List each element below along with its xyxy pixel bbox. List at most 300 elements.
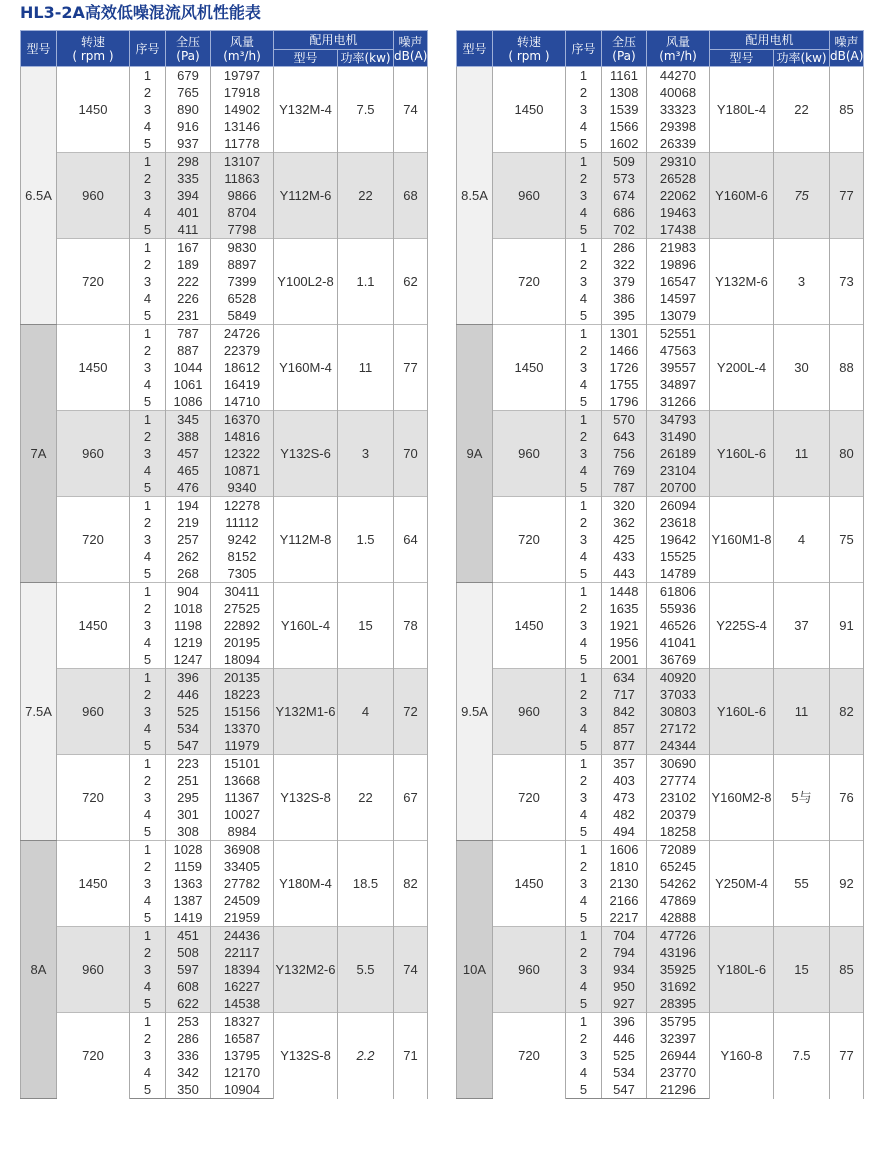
pressure-cell: 857 bbox=[602, 720, 647, 737]
flow-cell: 31266 bbox=[647, 393, 710, 411]
flow-cell: 16370 bbox=[211, 411, 274, 429]
pressure-cell: 787 bbox=[602, 479, 647, 497]
table-row bbox=[457, 411, 864, 429]
flow-cell: 28395 bbox=[647, 995, 710, 1013]
pressure-cell: 223 bbox=[166, 755, 211, 773]
pressure-cell: 268 bbox=[166, 565, 211, 583]
seq-cell: 1 bbox=[566, 67, 602, 85]
flow-cell: 23104 bbox=[647, 462, 710, 479]
noise-cell: 88 bbox=[830, 325, 864, 411]
seq-cell: 4 bbox=[566, 118, 602, 135]
flow-cell: 22892 bbox=[211, 617, 274, 634]
seq-cell: 3 bbox=[566, 875, 602, 892]
seq-cell: 5 bbox=[566, 565, 602, 583]
motor-power-cell: 7.5 bbox=[338, 67, 394, 153]
noise-cell: 77 bbox=[830, 1013, 864, 1099]
pressure-cell: 362 bbox=[602, 514, 647, 531]
pressure-cell: 219 bbox=[166, 514, 211, 531]
seq-cell: 1 bbox=[130, 411, 166, 429]
seq-cell: 5 bbox=[130, 651, 166, 669]
seq-cell: 2 bbox=[566, 170, 602, 187]
pressure-cell: 702 bbox=[602, 221, 647, 239]
flow-cell: 32397 bbox=[647, 1030, 710, 1047]
pressure-cell: 1159 bbox=[166, 858, 211, 875]
pressure-cell: 322 bbox=[602, 256, 647, 273]
pressure-cell: 890 bbox=[166, 101, 211, 118]
flow-cell: 24726 bbox=[211, 325, 274, 343]
motor-power-cell: 22 bbox=[338, 755, 394, 841]
seq-cell: 2 bbox=[130, 686, 166, 703]
pressure-cell: 547 bbox=[166, 737, 211, 755]
noise-cell: 82 bbox=[830, 669, 864, 755]
pressure-cell: 403 bbox=[602, 772, 647, 789]
flow-cell: 12322 bbox=[211, 445, 274, 462]
pressure-cell: 451 bbox=[166, 927, 211, 945]
flow-cell: 23102 bbox=[647, 789, 710, 806]
seq-cell: 4 bbox=[566, 978, 602, 995]
motor-model-cell: Y132M-4 bbox=[274, 67, 338, 153]
pressure-cell: 1044 bbox=[166, 359, 211, 376]
seq-cell: 1 bbox=[130, 841, 166, 859]
flow-cell: 30690 bbox=[647, 755, 710, 773]
speed-cell: 720 bbox=[57, 1013, 130, 1099]
seq-cell: 1 bbox=[566, 239, 602, 257]
header-speed-label: 转速 bbox=[80, 34, 105, 49]
pressure-cell: 1387 bbox=[166, 892, 211, 909]
seq-cell: 3 bbox=[566, 531, 602, 548]
flow-cell: 29398 bbox=[647, 118, 710, 135]
noise-cell: 73 bbox=[830, 239, 864, 325]
speed-cell: 720 bbox=[57, 239, 130, 325]
motor-model-cell: Y250M-4 bbox=[710, 841, 774, 927]
flow-cell: 61806 bbox=[647, 583, 710, 601]
pressure-cell: 336 bbox=[166, 1047, 211, 1064]
seq-cell: 3 bbox=[566, 1047, 602, 1064]
seq-cell: 5 bbox=[130, 909, 166, 927]
flow-cell: 46526 bbox=[647, 617, 710, 634]
flow-cell: 15525 bbox=[647, 548, 710, 565]
pressure-cell: 446 bbox=[166, 686, 211, 703]
flow-cell: 22062 bbox=[647, 187, 710, 204]
model-cell: 10A bbox=[457, 841, 493, 1099]
seq-cell: 5 bbox=[566, 737, 602, 755]
pressure-cell: 887 bbox=[166, 342, 211, 359]
pressure-cell: 686 bbox=[602, 204, 647, 221]
header-speed bbox=[57, 31, 130, 67]
page-title: HL3-2A高效低噪混流风机性能表 bbox=[20, 3, 261, 22]
seq-cell: 4 bbox=[130, 204, 166, 221]
noise-cell: 78 bbox=[394, 583, 428, 669]
motor-model-cell: Y180M-4 bbox=[274, 841, 338, 927]
pressure-cell: 570 bbox=[602, 411, 647, 429]
noise-cell: 85 bbox=[830, 67, 864, 153]
speed-cell: 960 bbox=[493, 153, 566, 239]
flow-cell: 31490 bbox=[647, 428, 710, 445]
performance-table-right bbox=[456, 30, 864, 1099]
noise-cell: 70 bbox=[394, 411, 428, 497]
model-cell: 8.5A bbox=[457, 67, 493, 325]
pressure-cell: 509 bbox=[602, 153, 647, 171]
flow-cell: 40920 bbox=[647, 669, 710, 687]
motor-model-cell: Y132S-8 bbox=[274, 1013, 338, 1099]
flow-cell: 24436 bbox=[211, 927, 274, 945]
flow-cell: 7399 bbox=[211, 273, 274, 290]
motor-model-cell: Y132M2-6 bbox=[274, 927, 338, 1013]
seq-cell: 1 bbox=[130, 1013, 166, 1031]
flow-cell: 36769 bbox=[647, 651, 710, 669]
header-speed-label: 转速 bbox=[516, 34, 541, 49]
motor-model-cell: Y180L-6 bbox=[710, 927, 774, 1013]
seq-cell: 5 bbox=[566, 393, 602, 411]
flow-cell: 47726 bbox=[647, 927, 710, 945]
flow-cell: 22379 bbox=[211, 342, 274, 359]
header-pressure-label: 全压 bbox=[175, 34, 200, 49]
pressure-cell: 508 bbox=[166, 944, 211, 961]
flow-cell: 43196 bbox=[647, 944, 710, 961]
flow-cell: 14538 bbox=[211, 995, 274, 1013]
pressure-cell: 357 bbox=[602, 755, 647, 773]
seq-cell: 4 bbox=[130, 290, 166, 307]
motor-power-cell: 3 bbox=[774, 239, 830, 325]
seq-cell: 3 bbox=[566, 961, 602, 978]
pressure-cell: 394 bbox=[166, 187, 211, 204]
motor-power-cell: 37 bbox=[774, 583, 830, 669]
pressure-cell: 494 bbox=[602, 823, 647, 841]
flow-cell: 18258 bbox=[647, 823, 710, 841]
pressure-cell: 877 bbox=[602, 737, 647, 755]
pressure-cell: 608 bbox=[166, 978, 211, 995]
seq-cell: 1 bbox=[130, 583, 166, 601]
flow-cell: 29310 bbox=[647, 153, 710, 171]
noise-cell: 62 bbox=[394, 239, 428, 325]
flow-cell: 14816 bbox=[211, 428, 274, 445]
flow-cell: 14597 bbox=[647, 290, 710, 307]
speed-cell: 720 bbox=[57, 497, 130, 583]
header-flow-label: 风量 bbox=[665, 34, 690, 49]
flow-cell: 13107 bbox=[211, 153, 274, 171]
pressure-cell: 842 bbox=[602, 703, 647, 720]
flow-cell: 10027 bbox=[211, 806, 274, 823]
seq-cell: 4 bbox=[130, 118, 166, 135]
motor-model-cell: Y132M1-6 bbox=[274, 669, 338, 755]
noise-cell: 71 bbox=[394, 1013, 428, 1099]
flow-cell: 8152 bbox=[211, 548, 274, 565]
pressure-cell: 1606 bbox=[602, 841, 647, 859]
flow-cell: 10904 bbox=[211, 1081, 274, 1099]
seq-cell: 4 bbox=[130, 548, 166, 565]
noise-cell: 75 bbox=[830, 497, 864, 583]
pressure-cell: 251 bbox=[166, 772, 211, 789]
flow-cell: 18327 bbox=[211, 1013, 274, 1031]
pressure-cell: 222 bbox=[166, 273, 211, 290]
table-body-left bbox=[21, 67, 428, 1099]
seq-cell: 2 bbox=[130, 772, 166, 789]
noise-cell: 68 bbox=[394, 153, 428, 239]
speed-cell: 1450 bbox=[493, 583, 566, 669]
table-row bbox=[21, 497, 428, 515]
pressure-cell: 443 bbox=[602, 565, 647, 583]
seq-cell: 4 bbox=[566, 376, 602, 393]
pressure-cell: 794 bbox=[602, 944, 647, 961]
motor-power-cell: 5与 bbox=[774, 755, 830, 841]
motor-model-cell: Y160L-6 bbox=[710, 411, 774, 497]
flow-cell: 10871 bbox=[211, 462, 274, 479]
flow-cell: 44270 bbox=[647, 67, 710, 85]
flow-cell: 19463 bbox=[647, 204, 710, 221]
seq-cell: 2 bbox=[130, 256, 166, 273]
flow-cell: 22117 bbox=[211, 944, 274, 961]
flow-cell: 47869 bbox=[647, 892, 710, 909]
pressure-cell: 1061 bbox=[166, 376, 211, 393]
flow-cell: 42888 bbox=[647, 909, 710, 927]
flow-cell: 41041 bbox=[647, 634, 710, 651]
flow-cell: 27172 bbox=[647, 720, 710, 737]
seq-cell: 5 bbox=[566, 135, 602, 153]
seq-cell: 2 bbox=[566, 428, 602, 445]
pressure-cell: 634 bbox=[602, 669, 647, 687]
pressure-cell: 189 bbox=[166, 256, 211, 273]
header-pressure bbox=[166, 31, 211, 67]
seq-cell: 2 bbox=[566, 600, 602, 617]
seq-cell: 4 bbox=[566, 290, 602, 307]
header-noise-unit: dB(A) bbox=[394, 48, 428, 63]
flow-cell: 18612 bbox=[211, 359, 274, 376]
flow-cell: 26944 bbox=[647, 1047, 710, 1064]
pressure-cell: 473 bbox=[602, 789, 647, 806]
flow-cell: 13146 bbox=[211, 118, 274, 135]
header-noise-label: 噪声 bbox=[834, 34, 859, 49]
seq-cell: 2 bbox=[566, 1030, 602, 1047]
seq-cell: 5 bbox=[130, 995, 166, 1013]
table-row bbox=[21, 583, 428, 601]
seq-cell: 5 bbox=[566, 995, 602, 1013]
speed-cell: 720 bbox=[57, 755, 130, 841]
noise-cell: 91 bbox=[830, 583, 864, 669]
motor-model-cell: Y225S-4 bbox=[710, 583, 774, 669]
seq-cell: 4 bbox=[130, 1064, 166, 1081]
pressure-cell: 1308 bbox=[602, 84, 647, 101]
motor-power-cell: 4 bbox=[338, 669, 394, 755]
pressure-cell: 1921 bbox=[602, 617, 647, 634]
flow-cell: 16547 bbox=[647, 273, 710, 290]
noise-cell: 74 bbox=[394, 927, 428, 1013]
pressure-cell: 226 bbox=[166, 290, 211, 307]
speed-cell: 1450 bbox=[493, 67, 566, 153]
pressure-cell: 308 bbox=[166, 823, 211, 841]
seq-cell: 1 bbox=[566, 841, 602, 859]
speed-cell: 960 bbox=[57, 669, 130, 755]
pressure-cell: 457 bbox=[166, 445, 211, 462]
flow-cell: 27774 bbox=[647, 772, 710, 789]
seq-cell: 4 bbox=[130, 892, 166, 909]
flow-cell: 24344 bbox=[647, 737, 710, 755]
seq-cell: 1 bbox=[130, 669, 166, 687]
flow-cell: 30411 bbox=[211, 583, 274, 601]
pressure-cell: 386 bbox=[602, 290, 647, 307]
flow-cell: 20379 bbox=[647, 806, 710, 823]
table-row bbox=[21, 67, 428, 85]
pressure-cell: 1810 bbox=[602, 858, 647, 875]
motor-power-cell: 18.5 bbox=[338, 841, 394, 927]
seq-cell: 5 bbox=[566, 651, 602, 669]
flow-cell: 26528 bbox=[647, 170, 710, 187]
motor-model-cell: Y132S-6 bbox=[274, 411, 338, 497]
pressure-cell: 379 bbox=[602, 273, 647, 290]
seq-cell: 1 bbox=[566, 927, 602, 945]
pressure-cell: 927 bbox=[602, 995, 647, 1013]
flow-cell: 39557 bbox=[647, 359, 710, 376]
seq-cell: 1 bbox=[130, 67, 166, 85]
seq-cell: 4 bbox=[130, 462, 166, 479]
table-row bbox=[21, 669, 428, 687]
flow-cell: 26339 bbox=[647, 135, 710, 153]
motor-power-cell: 15 bbox=[774, 927, 830, 1013]
flow-cell: 17438 bbox=[647, 221, 710, 239]
seq-cell: 3 bbox=[130, 703, 166, 720]
seq-cell: 2 bbox=[130, 428, 166, 445]
speed-cell: 1450 bbox=[493, 841, 566, 927]
seq-cell: 5 bbox=[130, 1081, 166, 1099]
flow-cell: 9242 bbox=[211, 531, 274, 548]
seq-cell: 2 bbox=[566, 514, 602, 531]
pressure-cell: 1028 bbox=[166, 841, 211, 859]
motor-power-cell: 5.5 bbox=[338, 927, 394, 1013]
seq-cell: 3 bbox=[130, 445, 166, 462]
pressure-cell: 1566 bbox=[602, 118, 647, 135]
speed-cell: 1450 bbox=[493, 325, 566, 411]
pressure-cell: 433 bbox=[602, 548, 647, 565]
pressure-cell: 411 bbox=[166, 221, 211, 239]
flow-cell: 13370 bbox=[211, 720, 274, 737]
flow-cell: 31692 bbox=[647, 978, 710, 995]
seq-cell: 5 bbox=[566, 909, 602, 927]
motor-power-cell: 11 bbox=[774, 669, 830, 755]
motor-model-cell: Y160M-6 bbox=[710, 153, 774, 239]
noise-cell: 82 bbox=[394, 841, 428, 927]
flow-cell: 54262 bbox=[647, 875, 710, 892]
flow-cell: 13668 bbox=[211, 772, 274, 789]
flow-cell: 13795 bbox=[211, 1047, 274, 1064]
pressure-cell: 1198 bbox=[166, 617, 211, 634]
header-motor-power: 功率(kw) bbox=[338, 50, 394, 67]
noise-cell: 76 bbox=[830, 755, 864, 841]
header-motor-power: 功率(kw) bbox=[774, 50, 830, 67]
motor-model-cell: Y112M-6 bbox=[274, 153, 338, 239]
table-row bbox=[21, 153, 428, 171]
speed-cell: 1450 bbox=[57, 583, 130, 669]
flow-cell: 37033 bbox=[647, 686, 710, 703]
seq-cell: 1 bbox=[130, 325, 166, 343]
flow-cell: 47563 bbox=[647, 342, 710, 359]
noise-cell: 92 bbox=[830, 841, 864, 927]
pressure-cell: 1018 bbox=[166, 600, 211, 617]
header-speed bbox=[493, 31, 566, 67]
table-row bbox=[457, 239, 864, 257]
table-body-right bbox=[457, 67, 864, 1099]
header-seq: 序号 bbox=[130, 31, 166, 67]
seq-cell: 3 bbox=[130, 961, 166, 978]
model-cell: 9.5A bbox=[457, 583, 493, 841]
pressure-cell: 395 bbox=[602, 307, 647, 325]
flow-cell: 14789 bbox=[647, 565, 710, 583]
header-motor: 配用电机 bbox=[710, 31, 830, 50]
header-pressure bbox=[602, 31, 647, 67]
model-cell: 9A bbox=[457, 325, 493, 583]
flow-cell: 21983 bbox=[647, 239, 710, 257]
header-seq: 序号 bbox=[566, 31, 602, 67]
flow-cell: 52551 bbox=[647, 325, 710, 343]
flow-cell: 18223 bbox=[211, 686, 274, 703]
seq-cell: 4 bbox=[130, 806, 166, 823]
flow-cell: 11778 bbox=[211, 135, 274, 153]
pressure-cell: 937 bbox=[166, 135, 211, 153]
flow-cell: 16227 bbox=[211, 978, 274, 995]
seq-cell: 4 bbox=[566, 548, 602, 565]
seq-cell: 1 bbox=[566, 411, 602, 429]
noise-cell: 74 bbox=[394, 67, 428, 153]
header-flow-unit: (m³/h) bbox=[659, 48, 697, 63]
seq-cell: 1 bbox=[566, 1013, 602, 1031]
speed-cell: 720 bbox=[493, 1013, 566, 1099]
seq-cell: 5 bbox=[130, 221, 166, 239]
pressure-cell: 787 bbox=[166, 325, 211, 343]
pressure-cell: 476 bbox=[166, 479, 211, 497]
pressure-cell: 1956 bbox=[602, 634, 647, 651]
pressure-cell: 301 bbox=[166, 806, 211, 823]
header-noise bbox=[394, 31, 428, 67]
seq-cell: 4 bbox=[566, 462, 602, 479]
pressure-cell: 345 bbox=[166, 411, 211, 429]
seq-cell: 3 bbox=[130, 187, 166, 204]
pressure-cell: 525 bbox=[602, 1047, 647, 1064]
pressure-cell: 2217 bbox=[602, 909, 647, 927]
flow-cell: 15156 bbox=[211, 703, 274, 720]
seq-cell: 2 bbox=[566, 944, 602, 961]
pressure-cell: 1086 bbox=[166, 393, 211, 411]
motor-model-cell: Y180L-4 bbox=[710, 67, 774, 153]
motor-model-cell: Y160L-6 bbox=[710, 669, 774, 755]
seq-cell: 2 bbox=[566, 858, 602, 875]
pressure-cell: 622 bbox=[166, 995, 211, 1013]
seq-cell: 3 bbox=[130, 273, 166, 290]
seq-cell: 3 bbox=[566, 617, 602, 634]
pressure-cell: 425 bbox=[602, 531, 647, 548]
model-cell: 6.5A bbox=[21, 67, 57, 325]
flow-cell: 21296 bbox=[647, 1081, 710, 1099]
flow-cell: 16587 bbox=[211, 1030, 274, 1047]
motor-power-cell: 22 bbox=[338, 153, 394, 239]
motor-power-cell: 75 bbox=[774, 153, 830, 239]
flow-cell: 20195 bbox=[211, 634, 274, 651]
seq-cell: 3 bbox=[130, 875, 166, 892]
seq-cell: 2 bbox=[566, 256, 602, 273]
seq-cell: 5 bbox=[566, 823, 602, 841]
speed-cell: 720 bbox=[493, 239, 566, 325]
motor-model-cell: Y200L-4 bbox=[710, 325, 774, 411]
seq-cell: 5 bbox=[130, 823, 166, 841]
header-motor-model: 型号 bbox=[710, 50, 774, 67]
flow-cell: 13079 bbox=[647, 307, 710, 325]
header-flow bbox=[211, 31, 274, 67]
pressure-cell: 1419 bbox=[166, 909, 211, 927]
flow-cell: 6528 bbox=[211, 290, 274, 307]
flow-cell: 34793 bbox=[647, 411, 710, 429]
flow-cell: 19896 bbox=[647, 256, 710, 273]
flow-cell: 26094 bbox=[647, 497, 710, 515]
flow-cell: 72089 bbox=[647, 841, 710, 859]
header-pressure-unit: (Pa) bbox=[612, 48, 636, 63]
pressure-cell: 1466 bbox=[602, 342, 647, 359]
